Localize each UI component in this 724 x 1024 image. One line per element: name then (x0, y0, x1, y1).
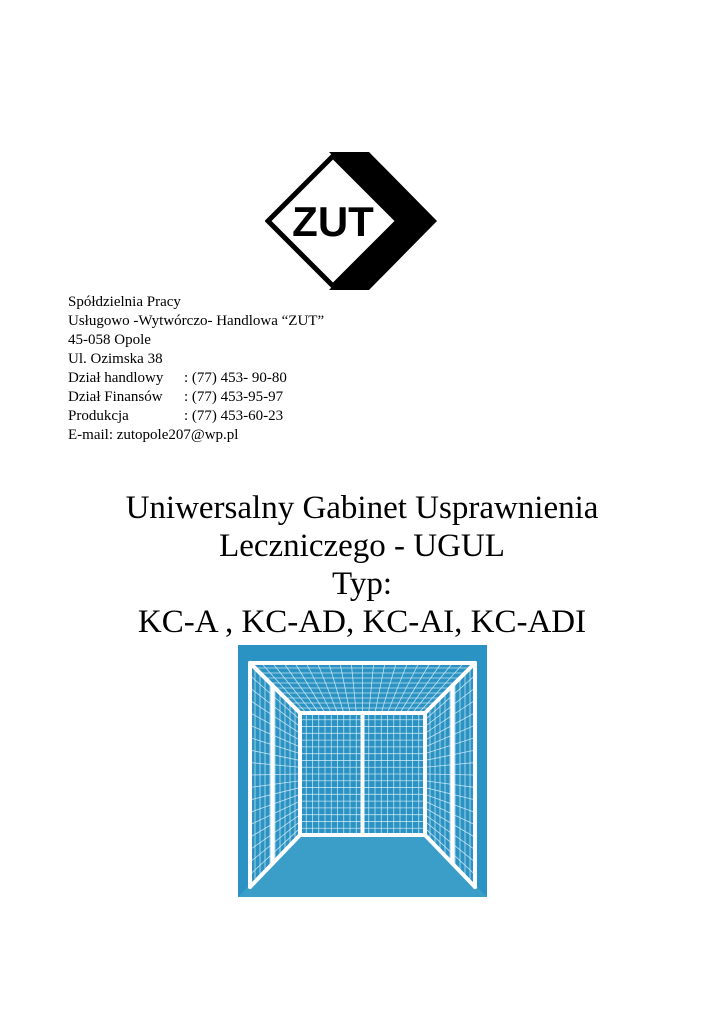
cage-photo (238, 645, 487, 897)
title-line-1: Uniwersalny Gabinet Usprawnienia (125, 490, 599, 526)
contact-row-finance (68, 388, 324, 407)
contact-value: : (77) 453-95-97 (184, 389, 284, 405)
contact-row-sales (68, 369, 324, 388)
company-address (68, 293, 324, 445)
document-title (0, 489, 724, 641)
company-name-line: Spółdzielnia Pracy (68, 294, 181, 310)
contact-label: Produkcja (68, 408, 129, 424)
contact-value: : (77) 453-60-23 (184, 408, 284, 424)
cage-illustration (238, 645, 487, 897)
email-line: E-mail: zutopole207@wp.pl (68, 427, 239, 443)
title-line-2: Leczniczego - UGUL (219, 528, 505, 564)
title-line-3: Typ: (331, 566, 393, 602)
zut-logo (265, 152, 437, 290)
contact-row-production (68, 407, 324, 426)
street-line: Ul. Ozimska 38 (68, 351, 163, 367)
contact-label: Dział Finansów (68, 389, 163, 405)
title-line-4: KC-A , KC-AD, KC-AI, KC-ADI (137, 604, 587, 640)
logo-text: ZUT (292, 198, 374, 245)
postal-code-line: 45-058 Opole (68, 332, 151, 348)
contact-value: : (77) 453- 90-80 (184, 370, 287, 386)
contact-label: Dział handlowy (68, 370, 164, 386)
company-full-name-line: Usługowo -Wytwórczo- Handlowa “ZUT” (68, 313, 325, 329)
